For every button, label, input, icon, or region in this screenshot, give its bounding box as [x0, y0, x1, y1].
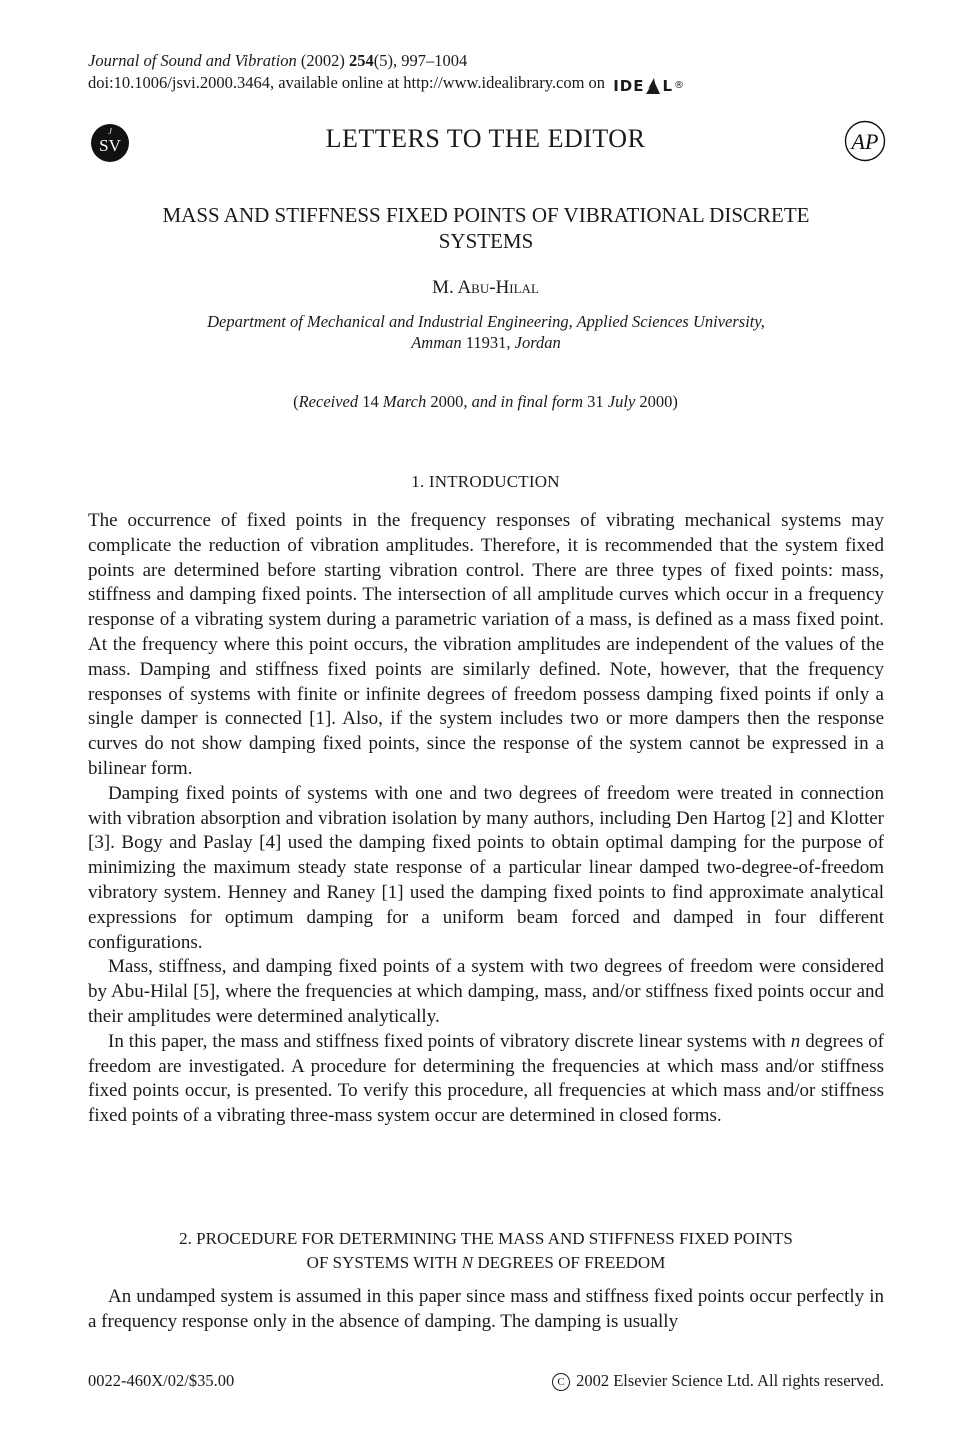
journal-name: Journal of Sound and Vibration — [88, 51, 297, 70]
ideal-library-logo — [613, 75, 685, 97]
section-2-heading-line-1: 2. PROCEDURE FOR DETERMINING THE MASS AND STIFFNESS FIXED POINTS — [179, 1229, 793, 1248]
section-2-body — [88, 1285, 884, 1335]
citation-line — [88, 50, 685, 72]
journal-issue-pages: (5), 997–1004 — [373, 51, 468, 70]
paragraph-4-n: n — [790, 1030, 801, 1052]
heading-2-n: N — [461, 1253, 474, 1272]
title-line-2: SYSTEMS — [438, 229, 534, 253]
received-day: 14 — [362, 392, 379, 411]
section-2-paragraph-1: An undamped system is assumed in this paper since mass and stiffness fixed points occur perfectly in a frequency response only in the absence of damping. The damping is usually — [88, 1286, 884, 1332]
received-dates — [0, 392, 971, 412]
section-header: LETTERS TO THE EDITOR — [325, 124, 646, 153]
heading-2-post: DEGREES OF FREEDOM — [477, 1253, 666, 1272]
section-1-heading: 1. INTRODUCTION — [411, 472, 560, 491]
paragraph-4-part-2: degrees of freedom are investigated. A procedure for determining the frequencies at which mass and/or stiffness fixed points occur, is presented. To verify this procedure, all frequencies at which mass and/or stiffness fixed points of a vibrating three-mass system occur are determined in closed forms. — [88, 1030, 885, 1127]
received-month: March — [382, 392, 427, 411]
doi-text: doi:10.1006/jsvi.2000.3464, available online at http://www.idealibrary.com on — [88, 73, 606, 92]
registered-mark: ® — [674, 80, 686, 91]
copyright-icon: C — [552, 1373, 570, 1391]
article-title — [88, 202, 884, 254]
copyright-text: 2002 Elsevier Science Ltd. All rights reserved. — [576, 1371, 884, 1390]
ideal-triangle-icon — [645, 77, 661, 95]
received-open-paren: ( — [293, 392, 299, 411]
ap-logo-text: AP — [851, 129, 879, 154]
final-day: 31 — [587, 392, 604, 411]
paragraph-1: The occurrence of fixed points in the frequency responses of vibrating mechanical systems may complicate the reduction of vibration amplitudes. Therefore, it is recommended that the system fixed points are determined before starting vibration control. There are three types of fixed points: mass, stiffness and damping fixed points. The intersection of all amplitude curves which occur in a frequency response of a vibrating system during a parametric variation of a mass, is defined as a mass fixed point. At the frequency where this point occurs, the vibration amplitudes are independent of the values of the mass. Damping and stiffness fixed points are similarly defined. Note, however, that the frequency responses of systems with finite or infinite degrees of freedom possess damping fixed points if only a single damper is connected [1]. Also, if the system includes two or more dampers then the response curves do not show damping fixed points, since the response of the system cannot be expressed in a bilinear form. — [88, 510, 884, 779]
paragraph-4-part-1: In this paper, the mass and stiffness fixed points of vibratory discrete linear systems with — [108, 1030, 786, 1052]
copyright-notice — [552, 1371, 884, 1391]
affiliation-city: Amman — [411, 333, 462, 352]
ideal-logo-left-text: IDE — [613, 77, 645, 95]
affiliation-line-1: Department of Mechanical and Industrial Engineering, Applied Sciences University, — [207, 312, 765, 331]
doi-line — [88, 72, 685, 97]
journal-year: (2002) — [300, 51, 345, 70]
paragraph-3: Mass, stiffness, and damping fixed points of a system with two degrees of freedom were considered by Abu-Hilal [5], where the frequencies at which damping, mass, and/or stiffness fixed points occur and their amplitudes were determined analytically. — [88, 956, 884, 1027]
section-2-heading-line-2 — [88, 1251, 884, 1275]
final-month: July — [607, 392, 636, 411]
title-line-1: MASS AND STIFFNESS FIXED POINTS OF VIBRATIONAL DISCRETE — [162, 203, 810, 227]
journal-header — [88, 50, 685, 97]
paragraph-2: Damping fixed points of systems with one and two degrees of freedom were treated in connection with vibration absorption and vibration isolation by many authors, including Den Hartog [2] and Klotter [3]. Bogy and Paslay [4] used the damping fixed points to obtain optimal damping for the purpose of minimizing the maximum steady state response of a particular linear damped two-degree-of-freedom vibratory system. Henney and Raney [1] used the damping fixed points to find approximate analytical expressions for optimum damping for a uniform beam forced and damped in four different configurations. — [88, 782, 884, 953]
sv-logo-j: J — [108, 127, 112, 136]
issn-price: 0022-460X/02/$35.00 — [88, 1371, 235, 1390]
heading-2-pre: OF SYSTEMS WITH — [306, 1253, 458, 1272]
ideal-logo-right-text: L — [662, 77, 674, 95]
final-form-phrase: and in final form — [471, 392, 584, 411]
paragraph-4 — [88, 1030, 884, 1129]
affiliation-country: Jordan — [514, 333, 561, 352]
received-word: Received — [298, 392, 359, 411]
section-2-heading — [88, 1227, 884, 1275]
affiliation-line-2 — [88, 332, 884, 353]
journal-volume: 254 — [348, 51, 374, 70]
section-1-body — [88, 509, 884, 1129]
sv-logo-text: SV — [99, 136, 121, 155]
final-year: 2000) — [639, 392, 678, 411]
received-year: 2000, — [430, 392, 468, 411]
ap-publisher-logo — [844, 120, 886, 162]
author-name: M. Abu-Hilal — [432, 277, 539, 298]
author-affiliation — [88, 311, 884, 353]
affiliation-postcode: 11931, — [465, 333, 511, 352]
